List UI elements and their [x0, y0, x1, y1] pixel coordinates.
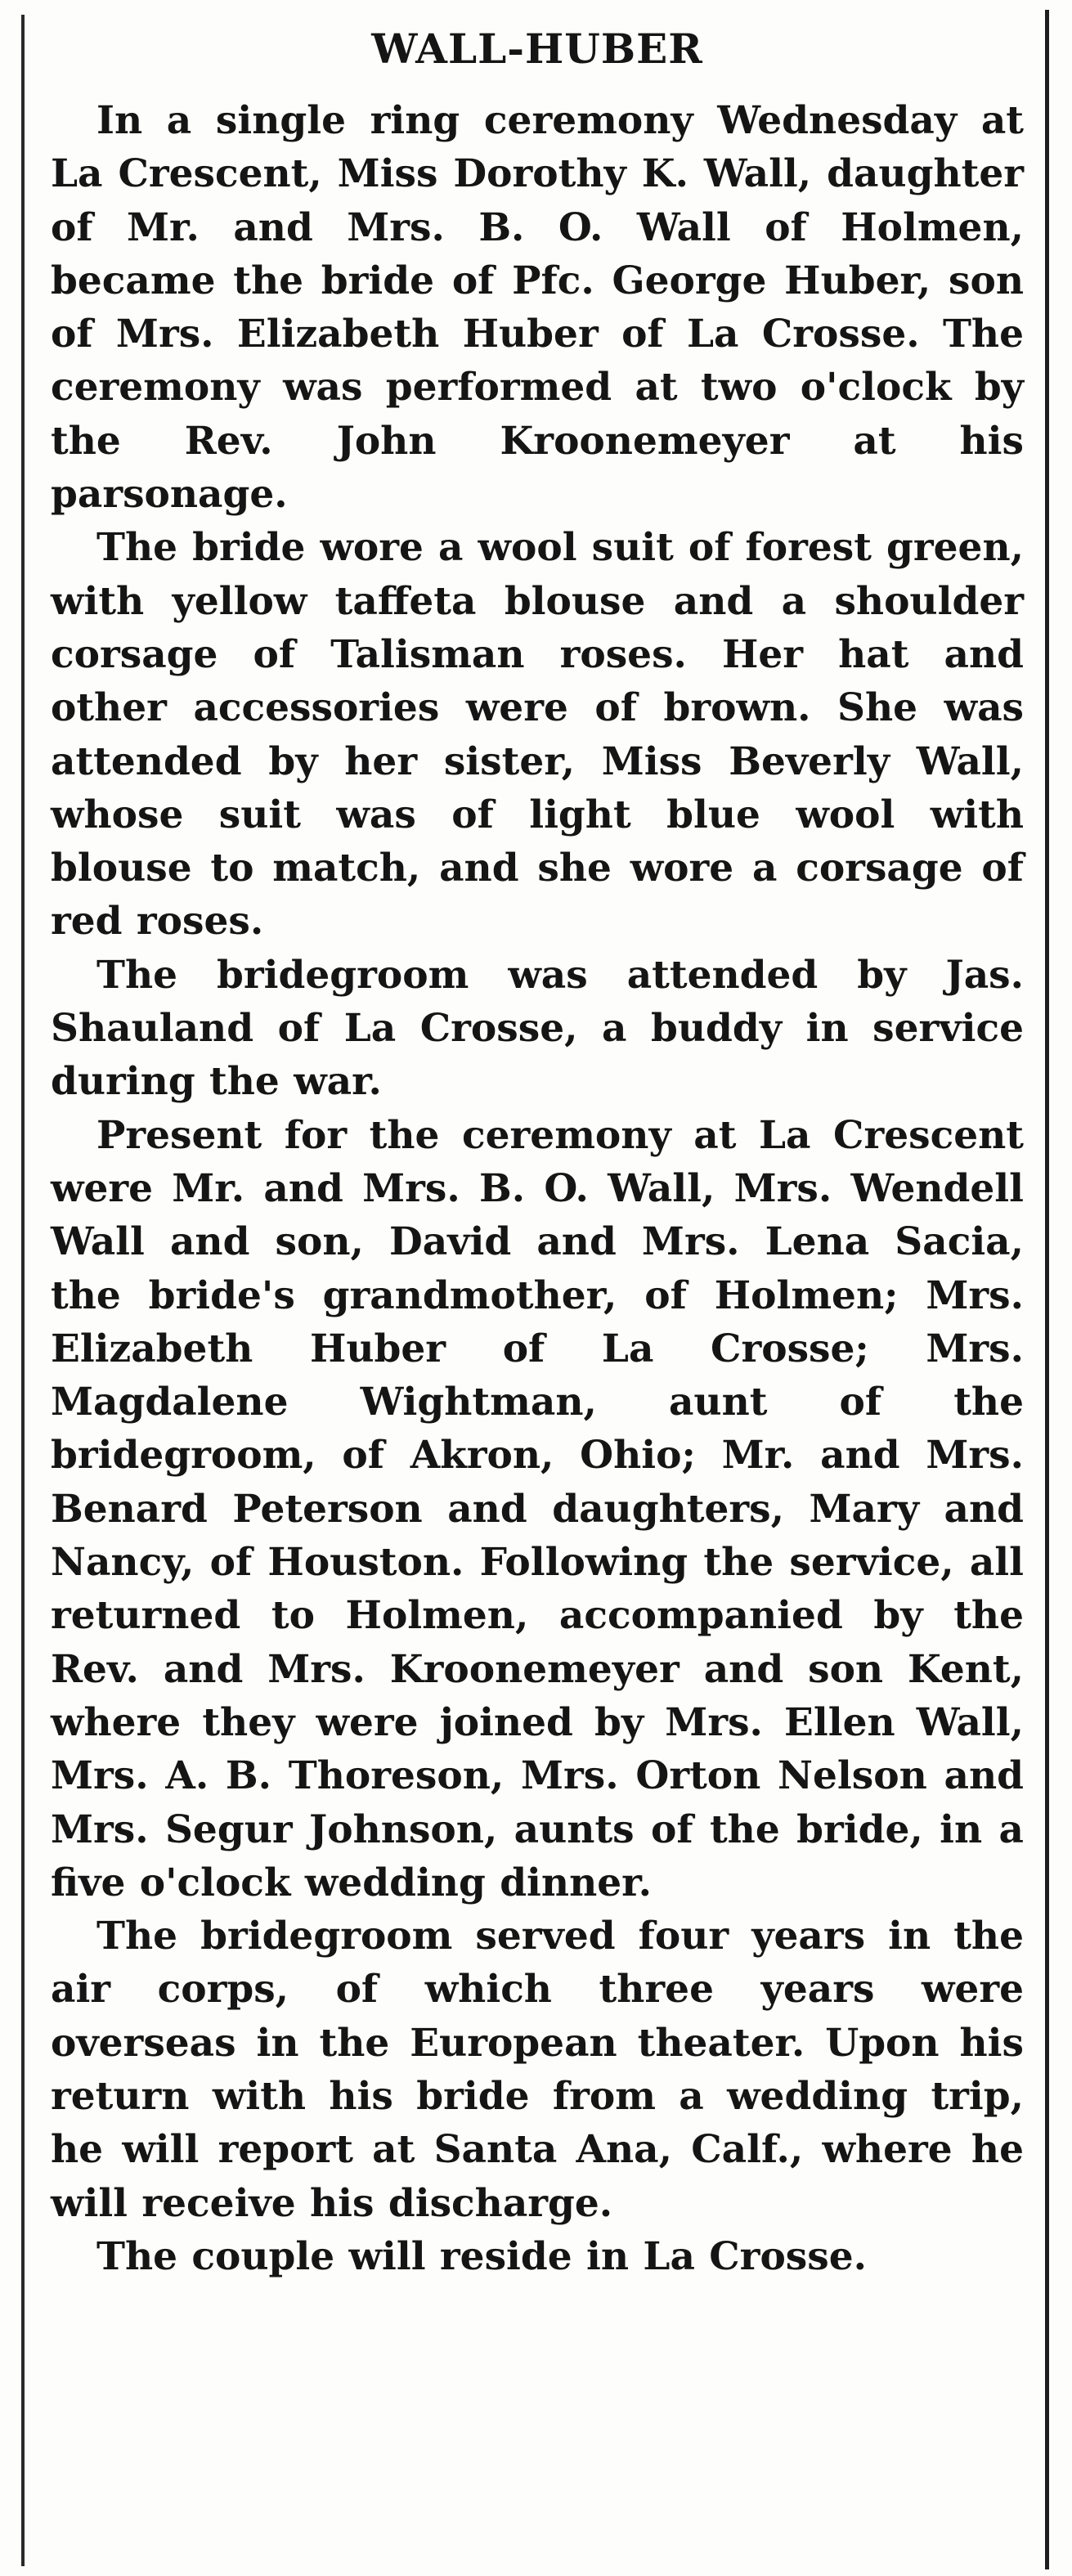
- paragraph-attire: The bride wore a wool suit of forest green, with yellow taffeta blouse and a shoulder corsage of Talisman roses. Her hat and other accessories were of brown. She was attended by her sister, Miss Beverly Wall, whose suit was of light blue wool with blouse to match, and she wore a corsage of red roses.: [51, 525, 1024, 945]
- column-rule-right: [1045, 10, 1049, 2569]
- wedding-announcement-article: [51, 16, 1024, 2283]
- article-headline: WALL-HUBER: [371, 25, 703, 73]
- paragraph-residence: The couple will reside in La Crosse.: [96, 2233, 867, 2279]
- paragraph-best-man: The bridegroom was attended by Jas. Shauland of La Crosse, a buddy in service during the war.: [51, 952, 1024, 1105]
- paragraph-service-record: The bridegroom served four years in the air corps, of which three years were overseas in the European theater. Upon his return with his bride from a wedding trip, he will report at Santa Ana, Calf., where he will receive his discharge.: [51, 1914, 1024, 2226]
- paragraph-ceremony: In a single ring ceremony Wednesday at La Crescent, Miss Dorothy K. Wall, daughter of Mr. and Mrs. B. O. Wall of Holmen, became the bride of Pfc. George Huber, son of Mrs. Elizabeth Huber of La Crosse. The ceremony was performed at two o'clock by the Rev. John Kroonemeyer at his parsonage.: [51, 98, 1024, 518]
- paragraph-guests: Present for the ceremony at La Crescent were Mr. and Mrs. B. O. Wall, Mrs. Wendell Wall and son, David and Mrs. Lena Sacia, the bride's grandmother, of Holmen; Mrs. Elizabeth Huber of La Crosse; Mrs. Magdalene Wightman, aunt of the bridegroom, of Akron, Ohio; Mr. and Mrs. Benard Peterson and daughters, Mary and Nancy, of Houston. Following the service, all returned to Holmen, accompanied by the Rev. and Mrs. Kroonemeyer and son Kent, where they were joined by Mrs. Ellen Wall, Mrs. A. B. Thoreson, Mrs. Orton Nelson and Mrs. Segur Johnson, aunts of the bride, in a five o'clock wedding dinner.: [51, 1112, 1024, 1905]
- column-rule-left: [21, 15, 25, 2566]
